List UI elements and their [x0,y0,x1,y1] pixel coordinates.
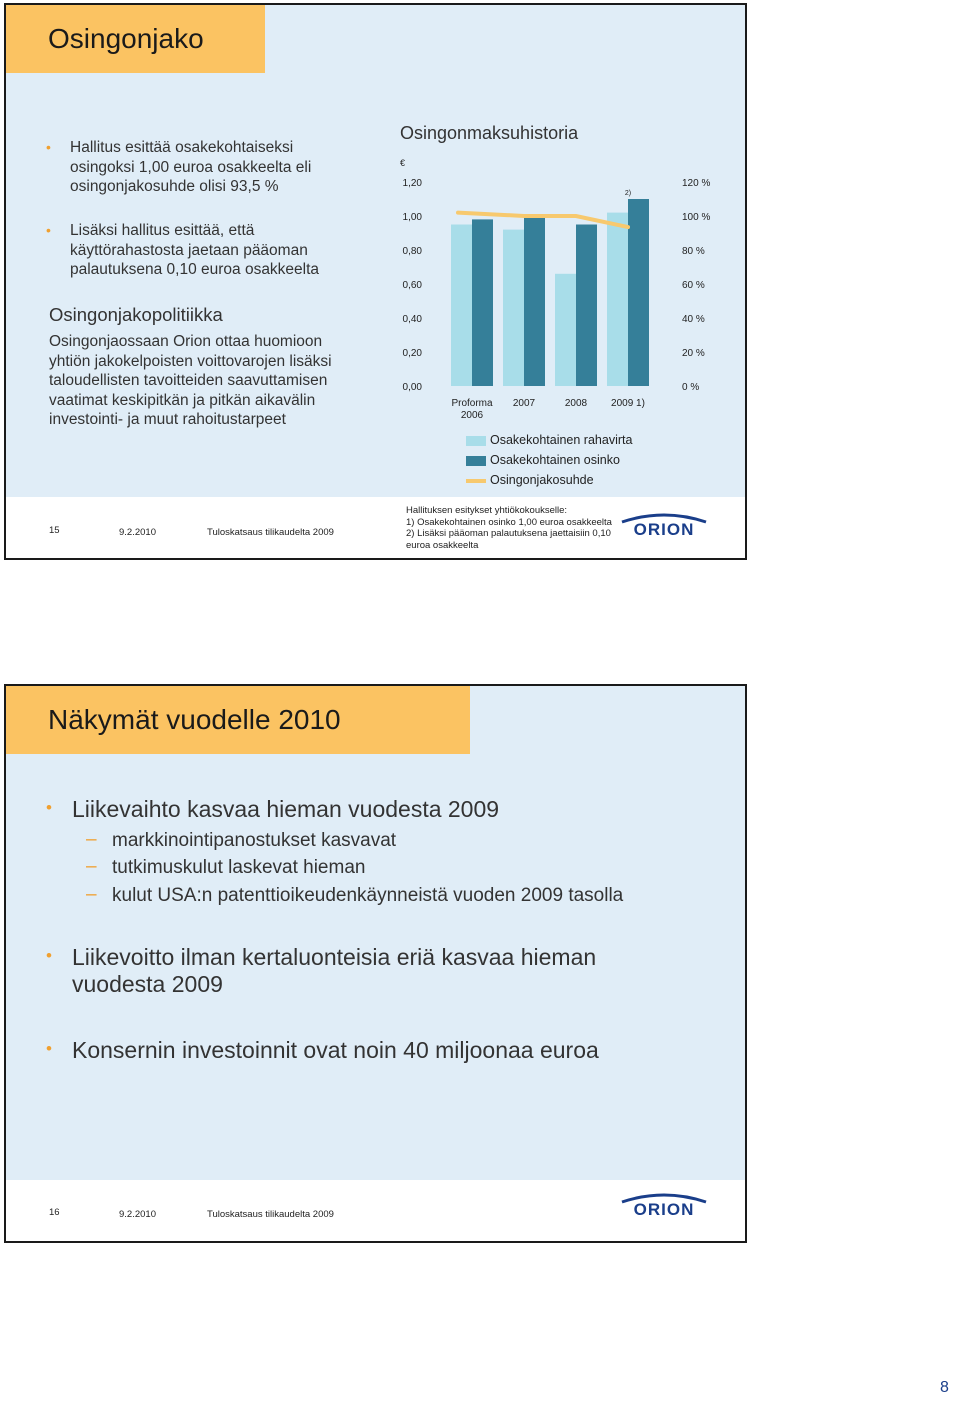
bullet-text: Liikevaihto kasvaa hieman vuodesta 2009 [72,796,500,822]
note-line: euroa osakkeelta [406,539,479,551]
footer-doc: Tuloskatsaus tilikaudelta 2009 [207,1209,334,1220]
x-tick-label: Proforma [451,398,493,409]
slide-osingonjako [4,3,747,560]
sub-text: markkinointipanostukset kasvavat [112,830,397,851]
y2-tick-label: 80 % [682,246,705,257]
bullet-icon: • [46,798,52,817]
x-tick-label: 2007 [512,398,536,409]
bullet-investments [46,1037,599,1064]
y-tick-label: 1,20 [402,178,422,189]
legend-label: Osakekohtainen osinko [490,453,620,467]
chart-title: Osingonmaksuhistoria [400,123,579,143]
chart-notes [406,505,612,551]
policy-heading: Osingonjakopolitiikka [49,304,223,325]
bar-cashflow [607,213,628,386]
y2-tick-label: 0 % [682,382,700,393]
sub-text: tutkimuskulut laskevat hieman [112,857,366,878]
dividend-chart [386,153,726,423]
bullet-operating-profit [46,944,597,971]
legend-label: Osakekohtainen rahavirta [490,433,633,447]
bullet-icon: • [46,139,51,155]
y-unit-label: € [400,158,406,168]
note-line: 1) Osakekohtainen osinko 1,00 euroa osakkeelta [406,516,612,528]
footer-date: 9.2.2010 [119,527,156,538]
x-tick-label: 2006 [460,410,484,421]
dash-icon: – [86,884,97,905]
bullet-capital-return [46,221,352,280]
logo-text: ORION [633,1200,695,1218]
y2-tick-label: 100 % [682,212,711,223]
note-line: Hallituksen esitykset yhtiökokoukselle: [406,505,568,516]
bullet-icon: • [46,946,52,965]
y-tick-label: 0,20 [402,348,422,359]
x-tick-label: 2009 1) [611,398,645,409]
y2-tick-label: 20 % [682,348,705,359]
orion-logo [618,1190,710,1223]
legend-swatch [466,456,486,466]
bullet-icon: • [46,1039,52,1058]
y2-tick-label: 40 % [682,314,705,325]
x-tick-label: 2008 [564,398,588,409]
bullet-revenue [46,796,500,823]
sub-item [86,856,366,879]
bullet-text: Konsernin investoinnit ovat noin 40 miljoonaa euroa [72,1037,599,1063]
y-tick-label: 0,40 [402,314,422,325]
bullet-text: Lisäksi hallitus esittää, että käyttörahastosta jaetaan pääoman palautuksena 0,10 euroa osakkeelta [70,222,320,278]
legend-swatch [466,479,486,483]
dash-icon: – [86,829,97,850]
logo-text: ORION [633,520,695,538]
footer-doc: Tuloskatsaus tilikaudelta 2009 [207,527,334,538]
sub-item [86,884,624,907]
slide-nakymat [4,684,747,1243]
bullet-dividend-proposal [46,138,350,197]
sub-text: kulut USA:n patenttioikeudenkäynneistä vuoden 2009 tasolla [112,885,624,906]
note-line: 2) Lisäksi pääoman palautuksena jaettaisiin 0,10 [406,528,611,539]
dash-icon: – [86,856,97,877]
legend-swatch [466,436,486,446]
bar-dividend [576,225,597,387]
orion-logo [618,510,710,543]
bar-dividend [628,199,649,386]
y-tick-label: 0,60 [402,280,422,291]
bullet-text: Hallitus esittää osakekohtaiseksi osingoksi 1,00 euroa osakkeelta eli osingonjakosuhde olisi 93,5 % [70,139,312,195]
y-tick-label: 1,00 [402,212,422,223]
y-tick-label: 0,80 [402,246,422,257]
y2-tick-label: 120 % [682,178,711,189]
footer-date: 9.2.2010 [119,1209,156,1220]
page-number: 8 [940,1379,949,1396]
slide-background [6,686,745,1180]
y2-tick-label: 60 % [682,280,705,291]
sub-item [86,829,397,852]
bar-dividend [472,219,493,386]
legend-label: Osingonjakosuhde [490,473,594,487]
annotation-label: 2) [624,190,632,197]
slide-title: Näkymät vuodelle 2010 [48,704,341,735]
slide-title: Osingonjako [48,23,204,54]
y-tick-label: 0,00 [402,382,422,393]
footer-page: 15 [49,525,60,536]
bullet-icon: • [46,222,51,238]
bullet-text: Liikevoitto ilman kertaluonteisia eriä kasvaa hieman [72,944,597,970]
bullet-text: vuodesta 2009 [72,971,223,997]
policy-text: Osingonjaossaan Orion ottaa huomioon yhtiön jakokelpoisten voittovarojen lisäksi taloudellisten tavoitteiden saavuttamisen vaatimat keskipitkän ja pitkän aikavälin investointi- ja muut rahoitustarpeet [49,333,332,428]
bar-cashflow [555,274,576,386]
bullet-operating-profit-cont [72,971,223,998]
bar-dividend [524,216,545,386]
footer-page: 16 [49,1207,60,1218]
bar-cashflow [451,225,472,387]
bar-cashflow [503,230,524,386]
